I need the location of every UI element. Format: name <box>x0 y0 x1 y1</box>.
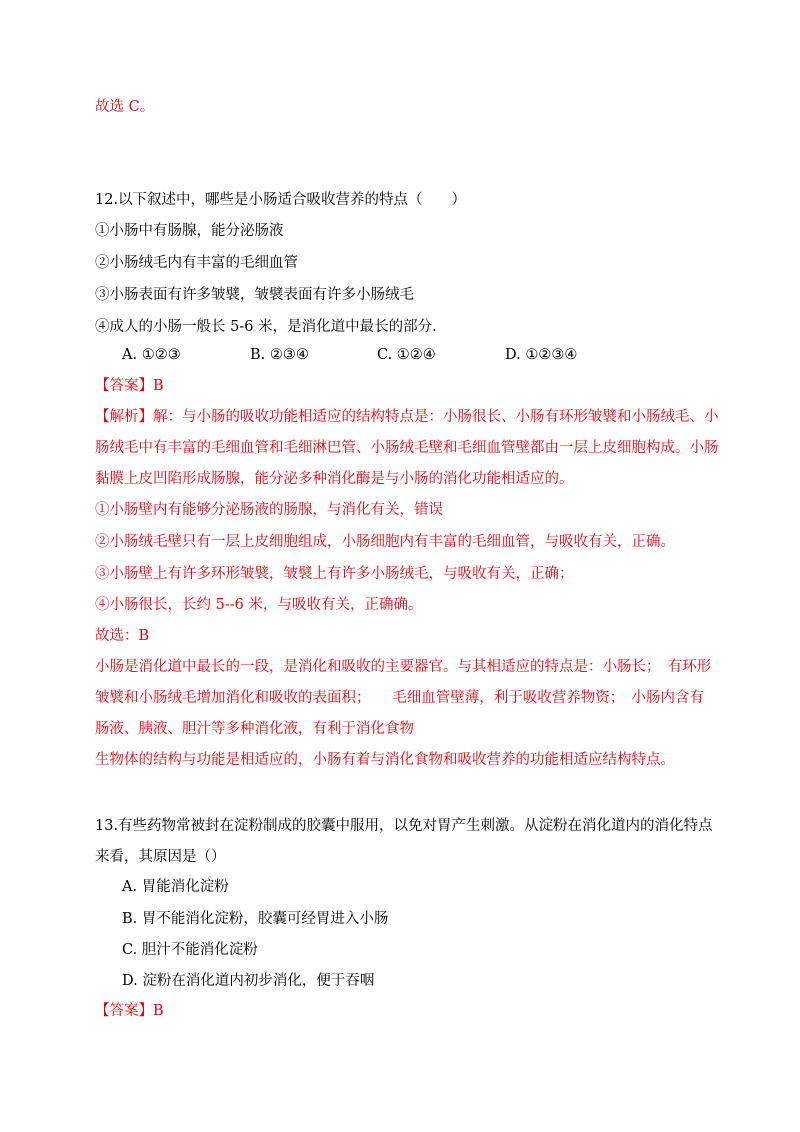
q12-analysis-line: 生物体的结构与功能是相适应的，小肠有着与消化食物和吸收营养的功能相适应结构特点。 <box>95 752 675 768</box>
q13-option-c: C. 胆汁不能消化淀粉 <box>122 942 258 958</box>
q12-stem: 12.以下叙述中，哪些是小肠适合吸收营养的特点（ ） <box>95 192 467 208</box>
q12-analysis-line: 小肠是消化道中最长的一段，是消化和吸收的主要器官。与其相适应的特点是：小肠长； 有环形 <box>95 659 712 675</box>
q12-analysis-line: ①小肠壁内有能够分泌肠液的肠腺，与消化有关，错误 <box>95 502 443 518</box>
q12-analysis-line: 【解析】解：与小肠的吸收功能相适应的结构特点是：小肠很长、小肠有环形皱襞和小肠绒毛、小 <box>95 409 719 425</box>
q12-option-d: D. ①②③④ <box>505 347 578 363</box>
q13-option-d: D. 淀粉在消化道内初步消化，便于吞咽 <box>122 973 375 989</box>
q12-statement-1: ①小肠中有肠腺，能分泌肠液 <box>95 223 284 239</box>
q12-analysis-line: ③小肠壁上有许多环形皱襞，皱襞上有许多小肠绒毛，与吸收有关，正确； <box>95 566 574 582</box>
prev-conclusion: 故选 C。 <box>95 99 155 115</box>
q12-answer: 【答案】B <box>95 378 164 394</box>
q13-option-b: B. 胃不能消化淀粉，胶囊可经胃进入小肠 <box>122 911 389 927</box>
q12-analysis-line: ④小肠很长，长约 5--6 米，与吸收有关，正确确。 <box>95 597 423 613</box>
q12-statement-3: ③小肠表面有许多皱襞，皱襞表面有许多小肠绒毛 <box>95 287 414 303</box>
q12-option-b: B. ②③④ <box>250 347 309 363</box>
q12-analysis-line: 黏膜上皮凹陷形成肠腺，能分泌多种消化酶是与小肠的消化功能相适应的。 <box>95 471 574 487</box>
q12-statement-4: ④成人的小肠一般长 5-6 米，是消化道中最长的部分. <box>95 319 437 335</box>
q12-analysis-line: 肠液、胰液、胆汁等多种消化液，有利于消化食物 <box>95 721 414 737</box>
q13-stem-line: 来看，其原因是（） <box>95 849 226 865</box>
q13-option-a: A. 胃能消化淀粉 <box>122 879 229 895</box>
q13-stem-line: 13.有些药物常被封在淀粉制成的胶囊中服用，以免对胃产生刺激。从淀粉在消化道内的消化特点 <box>95 818 713 834</box>
q13-answer: 【答案】B <box>95 1003 164 1019</box>
q12-statement-2: ②小肠绒毛内有丰富的毛细血管 <box>95 255 298 271</box>
q12-option-a: A. ①②③ <box>122 347 181 363</box>
q12-option-c: C. ①②④ <box>377 347 436 363</box>
q12-analysis-line: 肠绒毛中有丰富的毛细血管和毛细淋巴管、小肠绒毛壁和毛细血管壁都由一层上皮细胞构成。小肠 <box>95 440 719 456</box>
q12-analysis-line: 皱襞和小肠绒毛增加消化和吸收的表面积； 毛细血管壁薄，利于吸收营养物资； 小肠内含有 <box>95 690 704 706</box>
q12-analysis-line: 故选：B <box>95 628 150 644</box>
q12-analysis-line: ②小肠绒毛壁只有一层上皮细胞组成，小肠细胞内有丰富的毛细血管，与吸收有关，正确。 <box>95 534 675 550</box>
